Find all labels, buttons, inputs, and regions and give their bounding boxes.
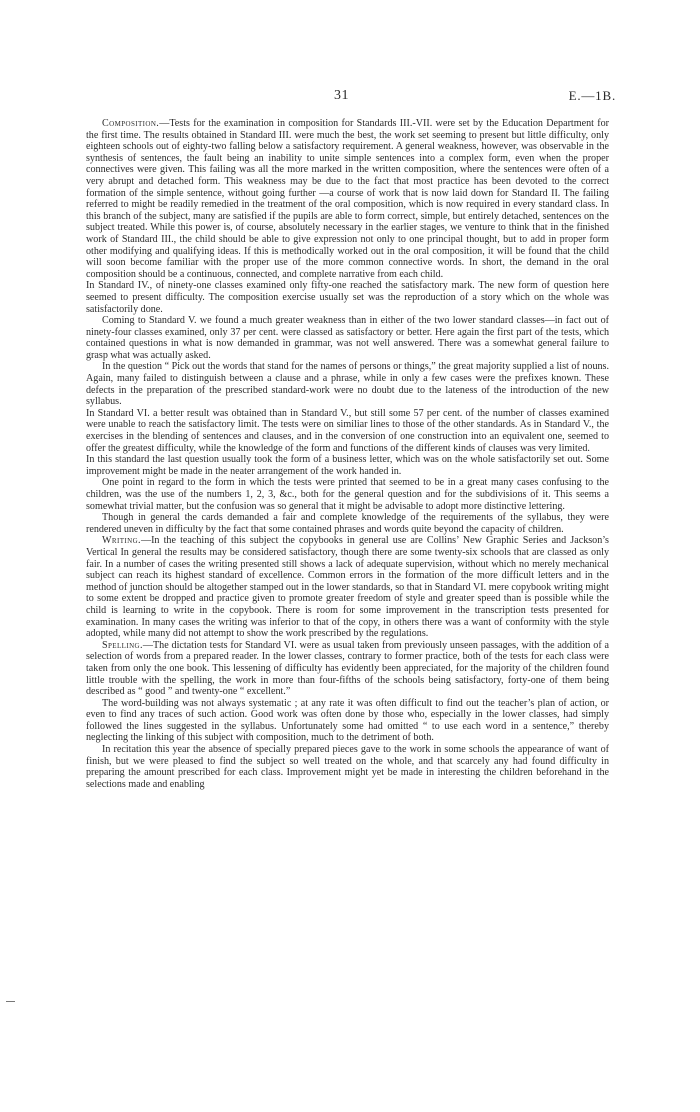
paragraph-recitation: [86, 744, 609, 790]
margin-mark: [6, 1001, 15, 1002]
paragraph-nouns-question: [86, 361, 609, 407]
paragraph-text: —Tests for the examination in composition for Standards III.-VII. were set by the Education Department for the first time. The results obtained in Standard III. were much the best, the work set seeming to present but little difficulty, only eighteen schools out of eighty-two falling below a satisfactory requirement. A general weakness, however, was observable in the synthesis of sentences, the fault being an inability to unite simple sentences into a complex form, even when the proper connectives were given. This failing was all the more marked in the written composition, where the sentences were often of a very abrupt and detached form. This weakness may be due to the fact that most practice has been devoted to the correct formation of the simple sentence, without going further —a course of work that is now laid down for Standard II. The failing referred to might be readily remedied in the treatment of the oral composition, which is now required in every standard class. In this branch of the subject, many are satisfied if the pupils are able to form correct, simple, but entirely detached, sentences on the subject treated. While this power is, of course, absolutely necessary in the earlier stages, we venture to think that in the finished work of Standard III., the child should be able to give expression not only to one principal thought, but to add in proper form other modifying and qualifying ideas. If this is methodically worked out in the oral composition, it will be found that the child will soon become familiar with the proper use of the more common connective words. In short, the demand in the oral composition should be a continuous, connected, and complete narrative from each child.: [86, 118, 609, 280]
paragraph-writing: [86, 535, 609, 639]
page-number: 31: [334, 88, 349, 103]
paragraph-standard-v: [86, 315, 609, 361]
paragraph-text: In recitation this year the absence of specially prepared pieces gave to the work in some schools the appearance of want of finish, but we were pleased to find the subject so well treated on the whole, and that scarcely any had found difficulty in preparing the amount prescribed for each class. Improvement might yet be made in interesting the children beforehand in the selections made and enabling: [86, 744, 609, 790]
paragraph-text: —The dictation tests for Standard VI. were as usual taken from previously unseen passages, with the addition of a selection of words from a prepared reader. In the lower classes, contrary to former practice, both of the tests for each class were taken from only the one book. This lessening of difficulty has evidently been appreciated, for the majority of the children found little trouble with the spelling, the work in more than four-fifths of the schools being satisfactory, forty-one of them being described as “ good ” and twenty-one “ excellent.”: [86, 639, 609, 698]
paragraph-text: In this standard the last question usually took the form of a business letter, which was on the whole satisfactorily set out. Some improvement might be made in the neater arrangement of the work handed in.: [86, 454, 609, 477]
section-heading-composition: Composition.: [102, 118, 160, 129]
paragraph-text: The word-building was not always systematic ; at any rate it was often difficult to find out the teacher’s plan of action, or even to find any traces of such action. Good work was often done by those who, especially in the lower classes, had simply followed the lines suggested in the syllabus. Unfortunately some had omitted “ to use each word in a sentence,” thereby neglecting the linking of this subject with composition, much to the detriment of both.: [86, 697, 609, 744]
paragraph-text: In Standard VI. a better result was obtained than in Standard V., but still some 57 per cent. of the number of classes examined were unable to reach the satisfactory limit. The tests were on similiar lines to those of the other standards. As in Standard V., the exercises in the blending of sentences and clauses, and in the conversion of one construction into an equivalent one, seemed to offer the greatest difficulty, while the knowledge of the form and functions of the different kinds of clauses was very limited.: [86, 407, 609, 454]
paragraph-standard-vi: [86, 408, 609, 454]
paragraph-word-building: [86, 698, 609, 744]
document-reference: E.—1B.: [568, 88, 616, 103]
section-heading-spelling: Spelling.: [102, 639, 143, 651]
paragraph-cards: [86, 512, 609, 535]
page-header: [0, 88, 700, 108]
paragraph-text: In the question “ Pick out the words that stand for the names of persons or things,” the great majority supplied a list of nouns. Again, many failed to distinguish between a clause and a phrase, while in only a few cases were the prefixes known. These defects in the preparation of the prescribed standard-work were no doubt due to the lateness of the introduction of the new syllabus.: [86, 361, 609, 408]
paragraph-text: One point in regard to the form in which the tests were printed that seemed to be in a great many cases confusing to the children, was the use of the numbers 1, 2, 3, &c., both for the general question and for the subdivisions of it. This seems a somewhat trivial matter, but the confusion was so general that it might be advisable to adopt more distinctive lettering.: [86, 477, 609, 512]
paragraph-text: Though in general the cards demanded a fair and complete knowledge of the requirements of the syllabus, they were rendered uneven in difficulty by the fact that some contained phrases and words quite beyond the capacity of children.: [86, 512, 609, 535]
section-heading-writing: Writing.: [102, 535, 141, 547]
paragraph-text: Coming to Standard V. we found a much greater weakness than in either of the two lower standard classes—in fact out of ninety-four classes examined, only 37 per cent. were classed as satisfactory or better. Here again the first part of the tests, which contained questions in what is now demanded in grammar, was not well answered. There was a somewhat general failure to grasp what was actually asked.: [86, 315, 609, 361]
paragraph-spelling: [86, 640, 609, 698]
body-text: [86, 118, 609, 790]
paragraph-standard-iv: [86, 280, 609, 315]
paragraph-text: In Standard IV., of ninety-one classes examined only fifty-one reached the satisfactory mark. The new form of question here seemed to present difficulty. The composition exercise usually set was the reproduction of a story which on the whole was satisfactorily done.: [86, 280, 609, 315]
paragraph-business-letter: [86, 454, 609, 477]
paragraph-test-form: [86, 477, 609, 512]
paragraph-composition: [86, 118, 609, 280]
paragraph-text: —In the teaching of this subject the copybooks in general use are Collins’ New Graphic Series and Jackson’s Vertical In general the results may be considered satisfactory, though there are some twenty-six schools that are classed as only fair. In a number of cases the writing presented still shows a lack of adequate supervision, without which no merely mechanical subject can reach its highest standard of excellence. Common errors in the formation of the more difficult letters and in the method of junction should be altogether stamped out in the lower standards, so that in Standard VI. mere copybook writing might to some extent be dropped and practice given to promote greater freedom of style and greater speed than is possible while the child is learning to write in the copybook. There is room for some improvement in the transcription tests presented for examination. In many cases the writing was inferior to that of the copy, in others there was a want of conformity with the style adopted, while many did not attempt to show the work prescribed by the regulations.: [86, 535, 609, 640]
